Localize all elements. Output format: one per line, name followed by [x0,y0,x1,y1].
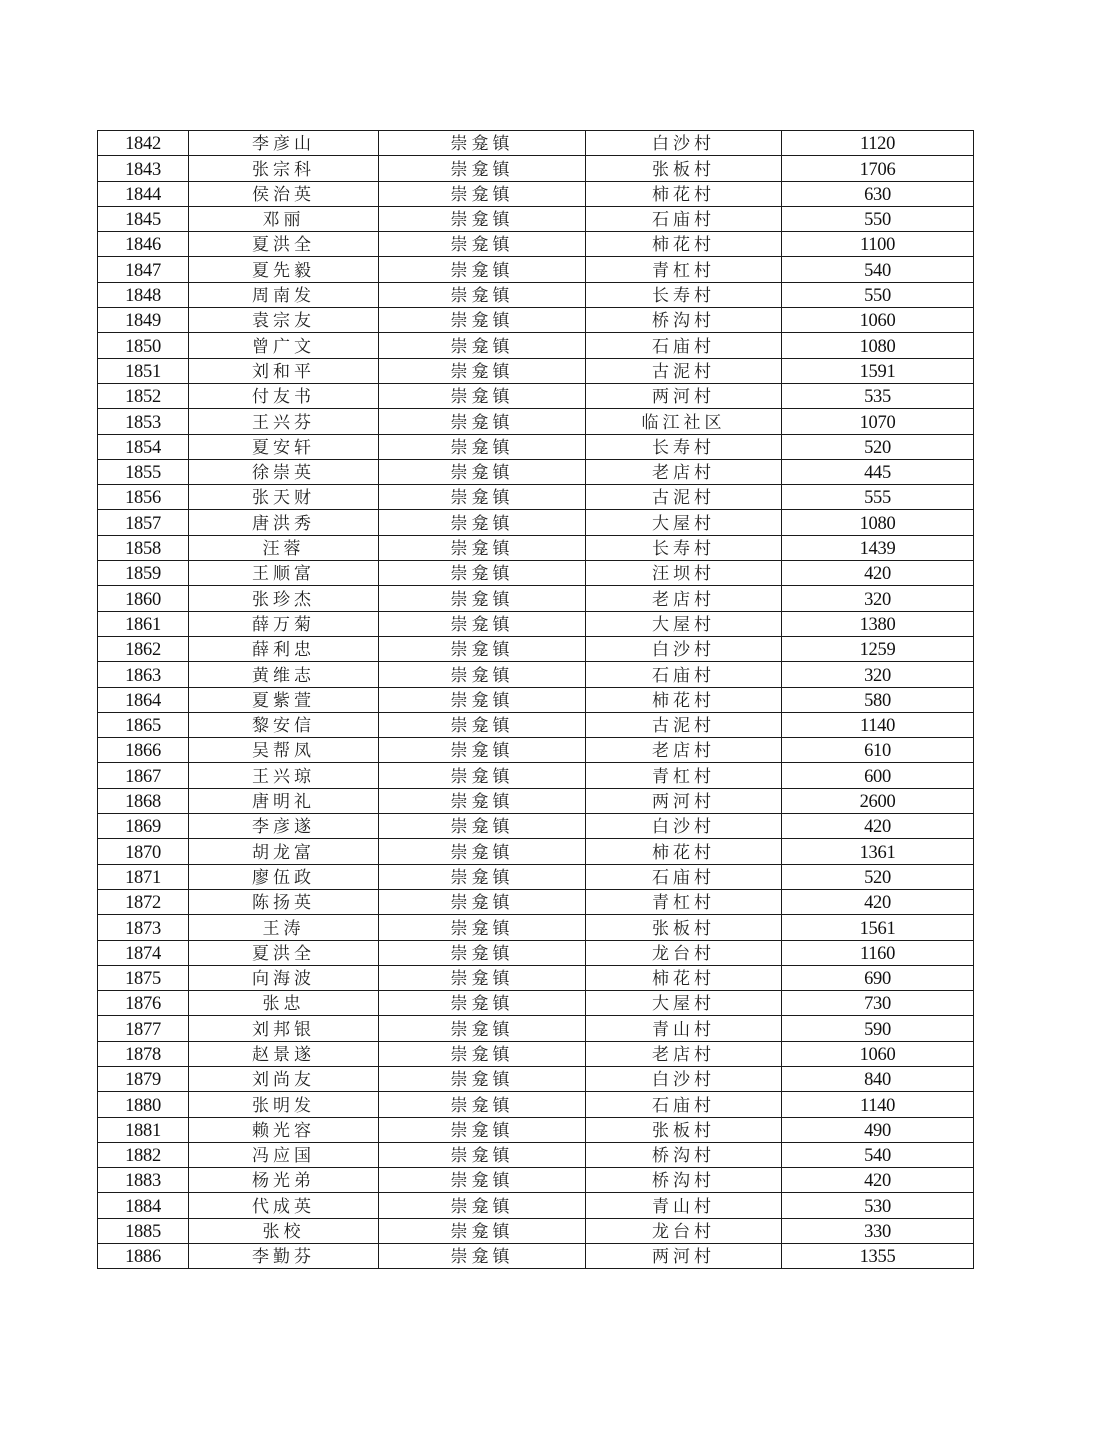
cell-name: 夏洪全 [189,232,379,257]
table-row [98,232,974,257]
cell-name: 邓丽 [189,206,379,231]
cell-amount: 580 [782,687,974,712]
cell-serial-number: 1870 [98,839,189,864]
cell-town: 崇龛镇 [379,611,586,636]
table-row [98,510,974,535]
cell-town: 崇龛镇 [379,1016,586,1041]
cell-name: 胡龙富 [189,839,379,864]
cell-name: 冯应国 [189,1142,379,1167]
table-row [98,206,974,231]
cell-village: 桥沟村 [586,308,782,333]
cell-amount: 1259 [782,636,974,661]
cell-name: 薛万菊 [189,611,379,636]
table-row [98,712,974,737]
cell-amount: 1591 [782,358,974,383]
table-row [98,814,974,839]
cell-village: 古泥村 [586,358,782,383]
table-row [98,333,974,358]
cell-name: 周南发 [189,282,379,307]
cell-village: 柿花村 [586,181,782,206]
table-row [98,156,974,181]
cell-town: 崇龛镇 [379,561,586,586]
table-row [98,763,974,788]
table-row [98,1168,974,1193]
cell-village: 青山村 [586,1193,782,1218]
table-row [98,636,974,661]
cell-name: 袁宗友 [189,308,379,333]
cell-amount: 730 [782,991,974,1016]
cell-name: 吴帮凤 [189,738,379,763]
table-row [98,131,974,156]
table-row [98,1193,974,1218]
cell-village: 大屋村 [586,510,782,535]
cell-village: 白沙村 [586,1066,782,1091]
table-row [98,1218,974,1243]
cell-village: 柿花村 [586,965,782,990]
cell-town: 崇龛镇 [379,1168,586,1193]
table-row [98,282,974,307]
cell-town: 崇龛镇 [379,636,586,661]
cell-serial-number: 1862 [98,636,189,661]
cell-serial-number: 1869 [98,814,189,839]
cell-town: 崇龛镇 [379,788,586,813]
cell-town: 崇龛镇 [379,232,586,257]
table-row [98,687,974,712]
cell-town: 崇龛镇 [379,687,586,712]
cell-town: 崇龛镇 [379,839,586,864]
cell-name: 张天财 [189,485,379,510]
cell-town: 崇龛镇 [379,1218,586,1243]
cell-village: 临江社区 [586,409,782,434]
cell-town: 崇龛镇 [379,712,586,737]
cell-town: 崇龛镇 [379,1193,586,1218]
cell-town: 崇龛镇 [379,814,586,839]
cell-name: 汪蓉 [189,535,379,560]
cell-town: 崇龛镇 [379,206,586,231]
cell-amount: 1070 [782,409,974,434]
cell-town: 崇龛镇 [379,156,586,181]
cell-town: 崇龛镇 [379,485,586,510]
cell-town: 崇龛镇 [379,738,586,763]
cell-name: 王兴琼 [189,763,379,788]
table-row [98,889,974,914]
cell-amount: 1361 [782,839,974,864]
cell-amount: 550 [782,282,974,307]
cell-town: 崇龛镇 [379,181,586,206]
table-row [98,1244,974,1269]
cell-amount: 630 [782,181,974,206]
table-row [98,940,974,965]
cell-village: 张板村 [586,156,782,181]
table-row [98,839,974,864]
table-row [98,459,974,484]
cell-amount: 420 [782,1168,974,1193]
cell-town: 崇龛镇 [379,257,586,282]
table-row [98,915,974,940]
cell-village: 白沙村 [586,636,782,661]
cell-town: 崇龛镇 [379,510,586,535]
table-row [98,991,974,1016]
cell-serial-number: 1846 [98,232,189,257]
cell-village: 白沙村 [586,814,782,839]
cell-town: 崇龛镇 [379,308,586,333]
cell-name: 黎安信 [189,712,379,737]
cell-town: 崇龛镇 [379,1041,586,1066]
cell-village: 长寿村 [586,282,782,307]
cell-name: 李勤芬 [189,1244,379,1269]
cell-village: 柿花村 [586,232,782,257]
cell-name: 李彦遂 [189,814,379,839]
cell-serial-number: 1872 [98,889,189,914]
cell-amount: 1706 [782,156,974,181]
cell-name: 付友书 [189,383,379,408]
cell-amount: 1120 [782,131,974,156]
cell-amount: 555 [782,485,974,510]
cell-village: 老店村 [586,1041,782,1066]
cell-amount: 1439 [782,535,974,560]
cell-town: 崇龛镇 [379,1142,586,1167]
cell-serial-number: 1880 [98,1092,189,1117]
cell-serial-number: 1878 [98,1041,189,1066]
cell-name: 张宗科 [189,156,379,181]
cell-amount: 610 [782,738,974,763]
cell-name: 王涛 [189,915,379,940]
cell-amount: 330 [782,1218,974,1243]
cell-village: 青杠村 [586,889,782,914]
cell-amount: 1080 [782,510,974,535]
cell-serial-number: 1853 [98,409,189,434]
cell-amount: 2600 [782,788,974,813]
cell-village: 石庙村 [586,206,782,231]
table-row [98,535,974,560]
table-row [98,662,974,687]
table-row [98,308,974,333]
cell-amount: 590 [782,1016,974,1041]
table-row [98,1016,974,1041]
table-row [98,561,974,586]
cell-name: 黄维志 [189,662,379,687]
cell-town: 崇龛镇 [379,434,586,459]
cell-town: 崇龛镇 [379,383,586,408]
cell-serial-number: 1881 [98,1117,189,1142]
cell-name: 徐崇英 [189,459,379,484]
data-table [97,130,974,1269]
cell-serial-number: 1845 [98,206,189,231]
cell-village: 石庙村 [586,662,782,687]
cell-town: 崇龛镇 [379,1092,586,1117]
cell-name: 王顺富 [189,561,379,586]
cell-village: 老店村 [586,738,782,763]
cell-village: 白沙村 [586,131,782,156]
cell-name: 薛利忠 [189,636,379,661]
cell-serial-number: 1843 [98,156,189,181]
cell-serial-number: 1850 [98,333,189,358]
cell-town: 崇龛镇 [379,991,586,1016]
cell-name: 向海波 [189,965,379,990]
cell-town: 崇龛镇 [379,662,586,687]
cell-amount: 540 [782,1142,974,1167]
cell-village: 长寿村 [586,434,782,459]
cell-amount: 1080 [782,333,974,358]
cell-amount: 1140 [782,1092,974,1117]
cell-name: 刘邦银 [189,1016,379,1041]
cell-serial-number: 1844 [98,181,189,206]
table-row [98,788,974,813]
cell-serial-number: 1856 [98,485,189,510]
table-row [98,965,974,990]
cell-village: 龙台村 [586,940,782,965]
cell-serial-number: 1873 [98,915,189,940]
cell-amount: 1060 [782,308,974,333]
cell-serial-number: 1866 [98,738,189,763]
cell-town: 崇龛镇 [379,763,586,788]
cell-serial-number: 1883 [98,1168,189,1193]
cell-name: 刘尚友 [189,1066,379,1091]
cell-village: 龙台村 [586,1218,782,1243]
cell-name: 杨光弟 [189,1168,379,1193]
cell-amount: 1140 [782,712,974,737]
cell-town: 崇龛镇 [379,358,586,383]
cell-name: 唐洪秀 [189,510,379,535]
cell-amount: 540 [782,257,974,282]
table-row [98,586,974,611]
cell-name: 廖伍政 [189,864,379,889]
table-row [98,1142,974,1167]
cell-village: 古泥村 [586,485,782,510]
table-row [98,409,974,434]
cell-town: 崇龛镇 [379,864,586,889]
cell-amount: 840 [782,1066,974,1091]
cell-town: 崇龛镇 [379,282,586,307]
cell-village: 柿花村 [586,687,782,712]
cell-town: 崇龛镇 [379,940,586,965]
cell-serial-number: 1885 [98,1218,189,1243]
cell-serial-number: 1863 [98,662,189,687]
cell-village: 桥沟村 [586,1142,782,1167]
cell-village: 两河村 [586,788,782,813]
cell-name: 张忠 [189,991,379,1016]
cell-name: 赖光容 [189,1117,379,1142]
table-row [98,738,974,763]
cell-village: 古泥村 [586,712,782,737]
table-row [98,1117,974,1142]
cell-town: 崇龛镇 [379,1066,586,1091]
table-body [98,131,974,1269]
table-row [98,1041,974,1066]
cell-serial-number: 1875 [98,965,189,990]
table-row [98,383,974,408]
table-row [98,485,974,510]
cell-amount: 1380 [782,611,974,636]
cell-serial-number: 1864 [98,687,189,712]
cell-serial-number: 1874 [98,940,189,965]
cell-name: 夏洪全 [189,940,379,965]
cell-name: 陈扬英 [189,889,379,914]
cell-amount: 420 [782,814,974,839]
table-row [98,434,974,459]
cell-name: 张珍杰 [189,586,379,611]
cell-amount: 320 [782,662,974,687]
cell-town: 崇龛镇 [379,459,586,484]
cell-serial-number: 1847 [98,257,189,282]
cell-serial-number: 1848 [98,282,189,307]
cell-name: 曾广文 [189,333,379,358]
cell-name: 夏安轩 [189,434,379,459]
cell-name: 代成英 [189,1193,379,1218]
cell-serial-number: 1851 [98,358,189,383]
cell-village: 长寿村 [586,535,782,560]
cell-serial-number: 1886 [98,1244,189,1269]
cell-amount: 600 [782,763,974,788]
cell-town: 崇龛镇 [379,409,586,434]
cell-village: 石庙村 [586,333,782,358]
cell-village: 张板村 [586,1117,782,1142]
cell-name: 王兴芬 [189,409,379,434]
cell-name: 刘和平 [189,358,379,383]
cell-serial-number: 1867 [98,763,189,788]
table-row [98,1092,974,1117]
table-row [98,181,974,206]
cell-amount: 1355 [782,1244,974,1269]
cell-village: 桥沟村 [586,1168,782,1193]
cell-village: 青杠村 [586,257,782,282]
cell-amount: 690 [782,965,974,990]
cell-serial-number: 1876 [98,991,189,1016]
cell-name: 张明发 [189,1092,379,1117]
cell-village: 青山村 [586,1016,782,1041]
cell-serial-number: 1849 [98,308,189,333]
cell-amount: 320 [782,586,974,611]
cell-serial-number: 1860 [98,586,189,611]
cell-amount: 520 [782,864,974,889]
cell-village: 石庙村 [586,1092,782,1117]
cell-town: 崇龛镇 [379,965,586,990]
cell-town: 崇龛镇 [379,1117,586,1142]
cell-amount: 1561 [782,915,974,940]
cell-village: 张板村 [586,915,782,940]
cell-amount: 1160 [782,940,974,965]
cell-amount: 535 [782,383,974,408]
cell-village: 大屋村 [586,991,782,1016]
cell-town: 崇龛镇 [379,889,586,914]
cell-serial-number: 1884 [98,1193,189,1218]
cell-amount: 1100 [782,232,974,257]
cell-name: 夏紫萱 [189,687,379,712]
cell-name: 赵景遂 [189,1041,379,1066]
cell-serial-number: 1868 [98,788,189,813]
cell-town: 崇龛镇 [379,333,586,358]
cell-serial-number: 1842 [98,131,189,156]
cell-serial-number: 1871 [98,864,189,889]
cell-town: 崇龛镇 [379,131,586,156]
cell-village: 汪坝村 [586,561,782,586]
cell-village: 大屋村 [586,611,782,636]
cell-town: 崇龛镇 [379,915,586,940]
cell-name: 李彦山 [189,131,379,156]
cell-serial-number: 1854 [98,434,189,459]
cell-serial-number: 1879 [98,1066,189,1091]
cell-name: 张校 [189,1218,379,1243]
cell-town: 崇龛镇 [379,535,586,560]
cell-serial-number: 1877 [98,1016,189,1041]
cell-amount: 420 [782,889,974,914]
cell-serial-number: 1865 [98,712,189,737]
cell-amount: 530 [782,1193,974,1218]
cell-serial-number: 1882 [98,1142,189,1167]
cell-name: 侯治英 [189,181,379,206]
cell-amount: 445 [782,459,974,484]
cell-name: 夏先毅 [189,257,379,282]
cell-serial-number: 1858 [98,535,189,560]
cell-amount: 520 [782,434,974,459]
cell-amount: 1060 [782,1041,974,1066]
cell-amount: 420 [782,561,974,586]
cell-village: 两河村 [586,1244,782,1269]
cell-village: 老店村 [586,459,782,484]
cell-town: 崇龛镇 [379,586,586,611]
table-row [98,611,974,636]
cell-town: 崇龛镇 [379,1244,586,1269]
table-row [98,358,974,383]
table-row [98,257,974,282]
cell-village: 两河村 [586,383,782,408]
cell-serial-number: 1857 [98,510,189,535]
cell-serial-number: 1852 [98,383,189,408]
cell-serial-number: 1855 [98,459,189,484]
cell-serial-number: 1859 [98,561,189,586]
cell-name: 唐明礼 [189,788,379,813]
cell-village: 老店村 [586,586,782,611]
cell-village: 青杠村 [586,763,782,788]
table-row [98,1066,974,1091]
table-row [98,864,974,889]
cell-serial-number: 1861 [98,611,189,636]
cell-amount: 550 [782,206,974,231]
cell-amount: 490 [782,1117,974,1142]
cell-village: 石庙村 [586,864,782,889]
cell-village: 柿花村 [586,839,782,864]
